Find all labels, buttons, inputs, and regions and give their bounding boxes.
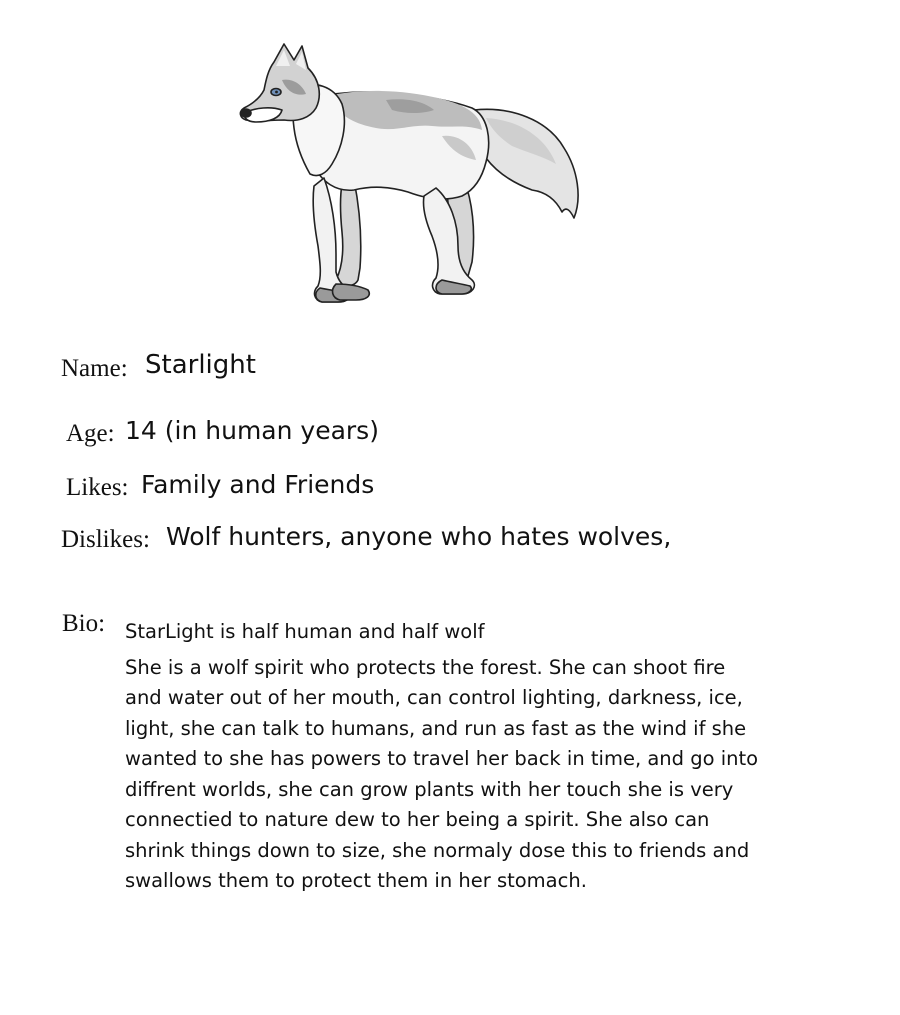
likes-label: Likes: — [66, 474, 129, 501]
name-label: Name: — [61, 355, 128, 382]
bio-line: shrink things down to size, she normaly dose this to friends and — [125, 838, 750, 862]
age-label: Age: — [66, 420, 115, 447]
dislikes-label: Dislikes: — [61, 526, 150, 553]
bio-line: StarLight is half human and half wolf — [125, 620, 485, 643]
wolf-icon — [236, 40, 592, 305]
bio-line: She is a wolf spirit who protects the forest. She can shoot fire — [125, 655, 726, 679]
bio-label: Bio: — [62, 610, 106, 637]
bio-line: and water out of her mouth, can control lighting, darkness, ice, — [125, 686, 743, 709]
likes-value: Family and Friends — [141, 470, 375, 499]
bio-text — [125, 617, 825, 897]
dislikes-value: Wolf hunters, anyone who hates wolves, — [166, 522, 672, 551]
bio-line: swallows them to protect them in her stomach. — [125, 869, 587, 892]
bio-line: connectied to nature dew to her being a spirit. She also can — [125, 808, 710, 831]
bio-line: diffrent worlds, she can grow plants with her touch she is very — [125, 777, 734, 801]
bio-line: wanted to she has powers to travel her back in time, and go into — [125, 747, 759, 770]
bio-line: light, she can talk to humans, and run as fast as the wind if she — [125, 716, 747, 740]
name-value: Starlight — [145, 350, 256, 380]
age-value: 14 (in human years) — [125, 416, 379, 445]
